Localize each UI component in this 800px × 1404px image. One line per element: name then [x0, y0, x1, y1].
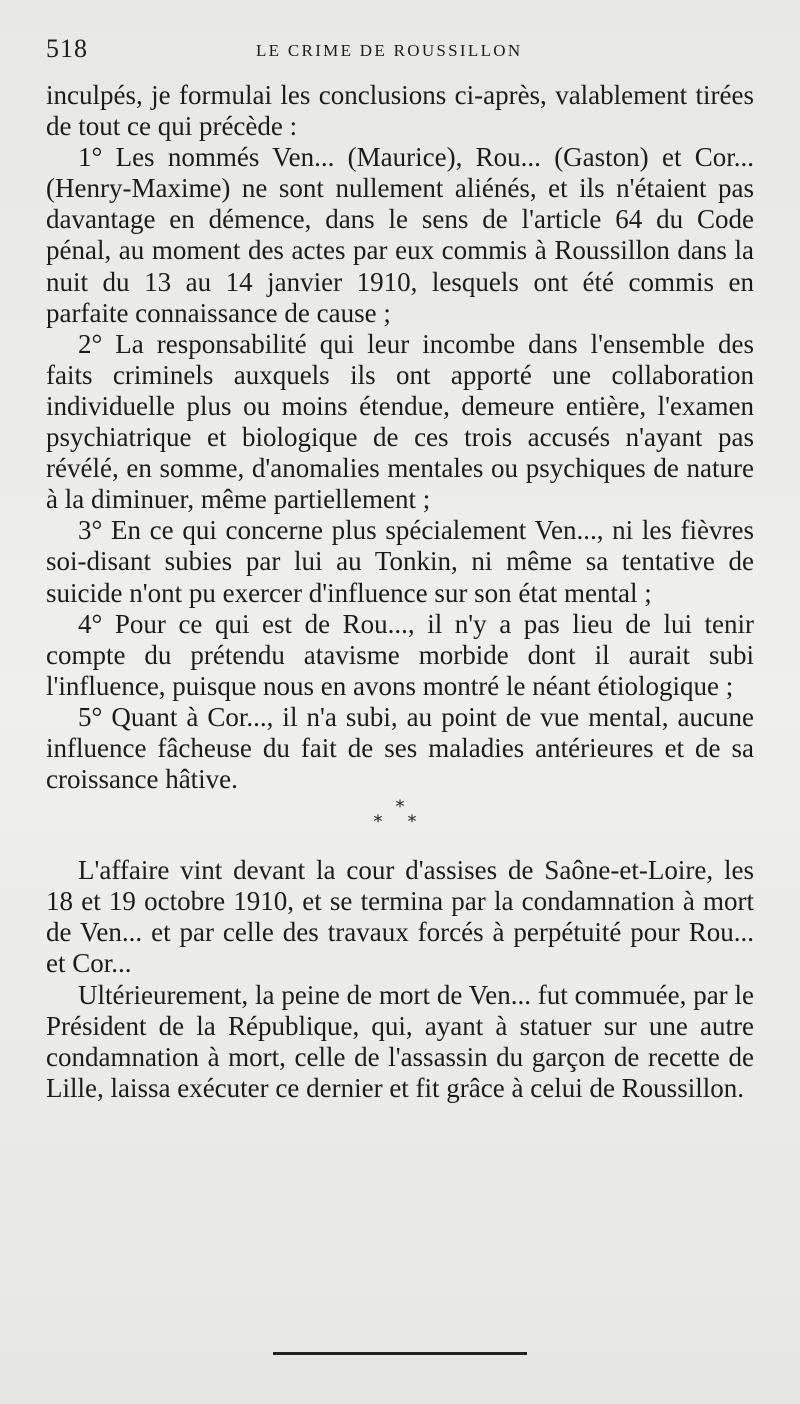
paragraph-intro: inculpés, je formulai les conclusions ci-après, valablement tirées de tout ce qui précède :	[46, 80, 754, 142]
asterism-top: *	[395, 797, 405, 818]
closing-rule	[273, 1352, 527, 1355]
conclusion-5: 5° Quant à Cor..., il n'a subi, au point de vue mental, aucune influence fâcheuse du fait de ses maladies antérieures et de sa croissance hâtive.	[46, 701, 754, 795]
asterism-bottom: * *	[373, 812, 427, 833]
paragraph-trial: L'affaire vint devant la cour d'assises de Saône-et-Loire, les 18 et 19 octobre 1910, et se termina par la condamnation à mort de Ven... et par celle des travaux forcés à perpétuité pour Rou... et Cor...	[46, 855, 754, 979]
conclusion-3: 3° En ce qui concerne plus spécialement Ven..., ni les fièvres soi-disant subies par lui au Tonkin, ni même sa tentative de suicide n'ont pu exercer d'influence sur son état mental ;	[46, 515, 754, 608]
page-header	[46, 34, 754, 74]
conclusion-1: 1° Les nommés Ven... (Maurice), Rou... (Gaston) et Cor... (Henry-Maxime) ne sont nullement aliénés, et ils n'étaient pas davantage en démence, dans le sens de l'article 64 du Code pénal, au moment des actes par eux commis à Roussillon dans la nuit du 13 au 14 janvier 1910, lesquels ont été commis en parfaite connaissance de cause ;	[46, 142, 754, 328]
conclusion-2: 2° La responsabilité qui leur incombe dans l'ensemble des faits criminels auxquels ils ont apporté une collaboration individuelle plus ou moins étendue, demeure entière, l'examen psychiatrique et biologique de ces trois accusés n'ayant pas révélé, en somme, d'anomalies mentales ou psychiques de nature à la diminuer, même partiellement ;	[46, 328, 754, 515]
page-number: 518	[46, 34, 88, 63]
section-asterism	[46, 795, 754, 855]
running-title: LE CRIME DE ROUSSILLON	[256, 41, 523, 60]
conclusion-4: 4° Pour ce qui est de Rou..., il n'y a pas lieu de lui tenir compte du prétendu atavisme morbide dont il aurait subi l'influence, puisque nous en avons montré le néant étiologique ;	[46, 608, 754, 701]
body-text	[46, 80, 754, 1104]
paragraph-commutation: Ultérieurement, la peine de mort de Ven... fut commuée, par le Président de la République, qui, ayant à statuer sur une autre condamnation à mort, celle de l'assassin du garçon de recette de Lille, laissa exécuter ce dernier et fit grâce à celui de Roussillon.	[46, 979, 754, 1103]
